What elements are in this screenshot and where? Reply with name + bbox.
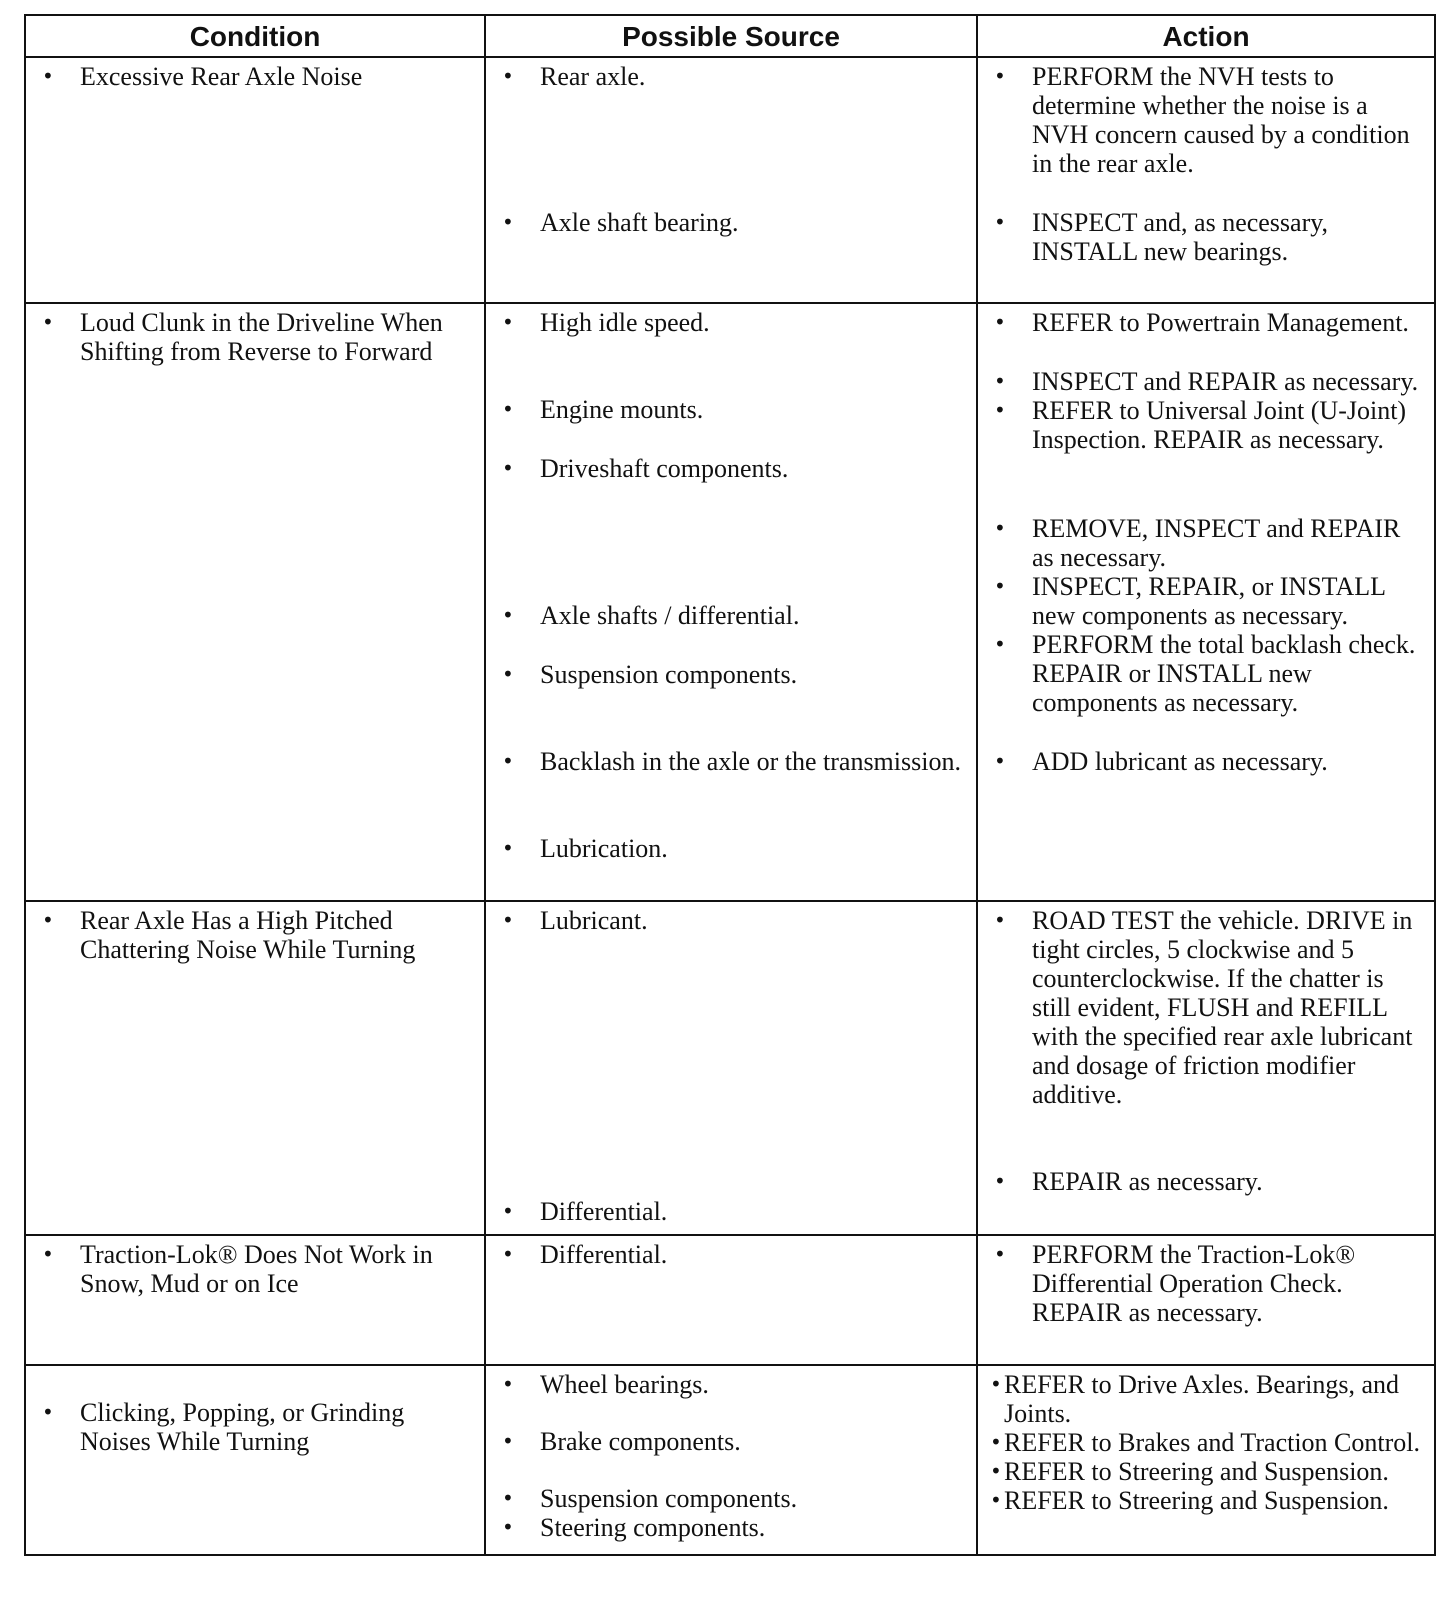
diagnosis-table-page [24,14,1434,1556]
action-item: • REFER to Powertrain Management. [990,308,1422,337]
source-item: • Differential. [498,1197,964,1226]
header-row [25,15,1435,57]
source-item: • Lubrication. [498,834,964,863]
source-cell [485,901,977,1235]
table-row [25,303,1435,901]
source-item: • Backlash in the axle or the transmission. [498,747,964,776]
source-item: • High idle speed. [498,308,964,337]
source-item: • Engine mounts. [498,395,964,424]
source-item: • Differential. [498,1240,964,1269]
source-item: • Axle shaft bearing. [498,208,964,237]
source-cell [485,1235,977,1365]
condition-cell [25,1365,485,1555]
condition-text: • Clicking, Popping, or Grinding Noises While Turning [38,1398,472,1456]
source-item: • Driveshaft components. [498,454,964,483]
condition-text: • Excessive Rear Axle Noise [38,62,472,91]
source-item: • Brake components. [498,1427,964,1456]
action-cell [977,57,1435,303]
action-item: • INSPECT, REPAIR, or INSTALL new components as necessary. [990,572,1422,630]
source-cell [485,1365,977,1555]
action-item: • PERFORM the NVH tests to determine whether the noise is a NVH concern caused by a condition in the rear axle. [990,62,1422,178]
condition-cell [25,303,485,901]
action-cell [977,1235,1435,1365]
source-item: • Axle shafts / differential. [498,601,964,630]
action-item: • PERFORM the total backlash check. REPAIR or INSTALL new components as necessary. [990,630,1422,717]
action-cell [977,901,1435,1235]
table-row [25,901,1435,1235]
condition-text: • Rear Axle Has a High Pitched Chattering Noise While Turning [38,906,472,964]
action-item: • REPAIR as necessary. [990,1167,1422,1196]
condition-cell [25,1235,485,1365]
source-item: • Wheel bearings. [498,1370,964,1399]
source-cell [485,57,977,303]
action-item: • ROAD TEST the vehicle. DRIVE in tight circles, 5 clockwise and 5 counterclockwise. If the chatter is still evident, FLUSH and REFILL with the specified rear axle lubricant and dosage of friction modifier additive. [990,906,1422,1109]
action-item: • REFER to Drive Axles. Bearings, and Joints. [990,1370,1422,1428]
table-row [25,1365,1435,1555]
header-action: Action [977,15,1435,57]
action-item: • REFER to Streering and Suspension. [990,1486,1422,1515]
diagnosis-table [24,14,1436,1556]
source-item: • Lubricant. [498,906,964,935]
source-item: • Suspension components. [498,1484,964,1513]
table-row [25,57,1435,303]
action-item: • INSPECT and REPAIR as necessary. [990,367,1422,396]
condition-cell [25,57,485,303]
action-item: • REFER to Brakes and Traction Control. [990,1428,1422,1457]
action-cell [977,1365,1435,1555]
source-item: • Steering components. [498,1513,964,1542]
source-item: • Rear axle. [498,62,964,91]
action-item: • INSPECT and, as necessary, INSTALL new bearings. [990,208,1422,266]
action-item: • PERFORM the Traction-Lok® Differential Operation Check. REPAIR as necessary. [990,1240,1422,1327]
condition-text: • Traction-Lok® Does Not Work in Snow, Mud or on Ice [38,1240,472,1298]
action-item: • ADD lubricant as necessary. [990,747,1422,776]
source-cell [485,303,977,901]
table-row [25,1235,1435,1365]
action-cell [977,303,1435,901]
action-item: • REFER to Universal Joint (U-Joint) Inspection. REPAIR as necessary. [990,396,1422,454]
action-item: • REFER to Streering and Suspension. [990,1457,1422,1486]
source-item: • Suspension components. [498,660,964,689]
header-possible-source: Possible Source [485,15,977,57]
condition-cell [25,901,485,1235]
action-item: • REMOVE, INSPECT and REPAIR as necessary. [990,514,1422,572]
header-condition: Condition [25,15,485,57]
condition-text: • Loud Clunk in the Driveline When Shifting from Reverse to Forward [38,308,472,366]
